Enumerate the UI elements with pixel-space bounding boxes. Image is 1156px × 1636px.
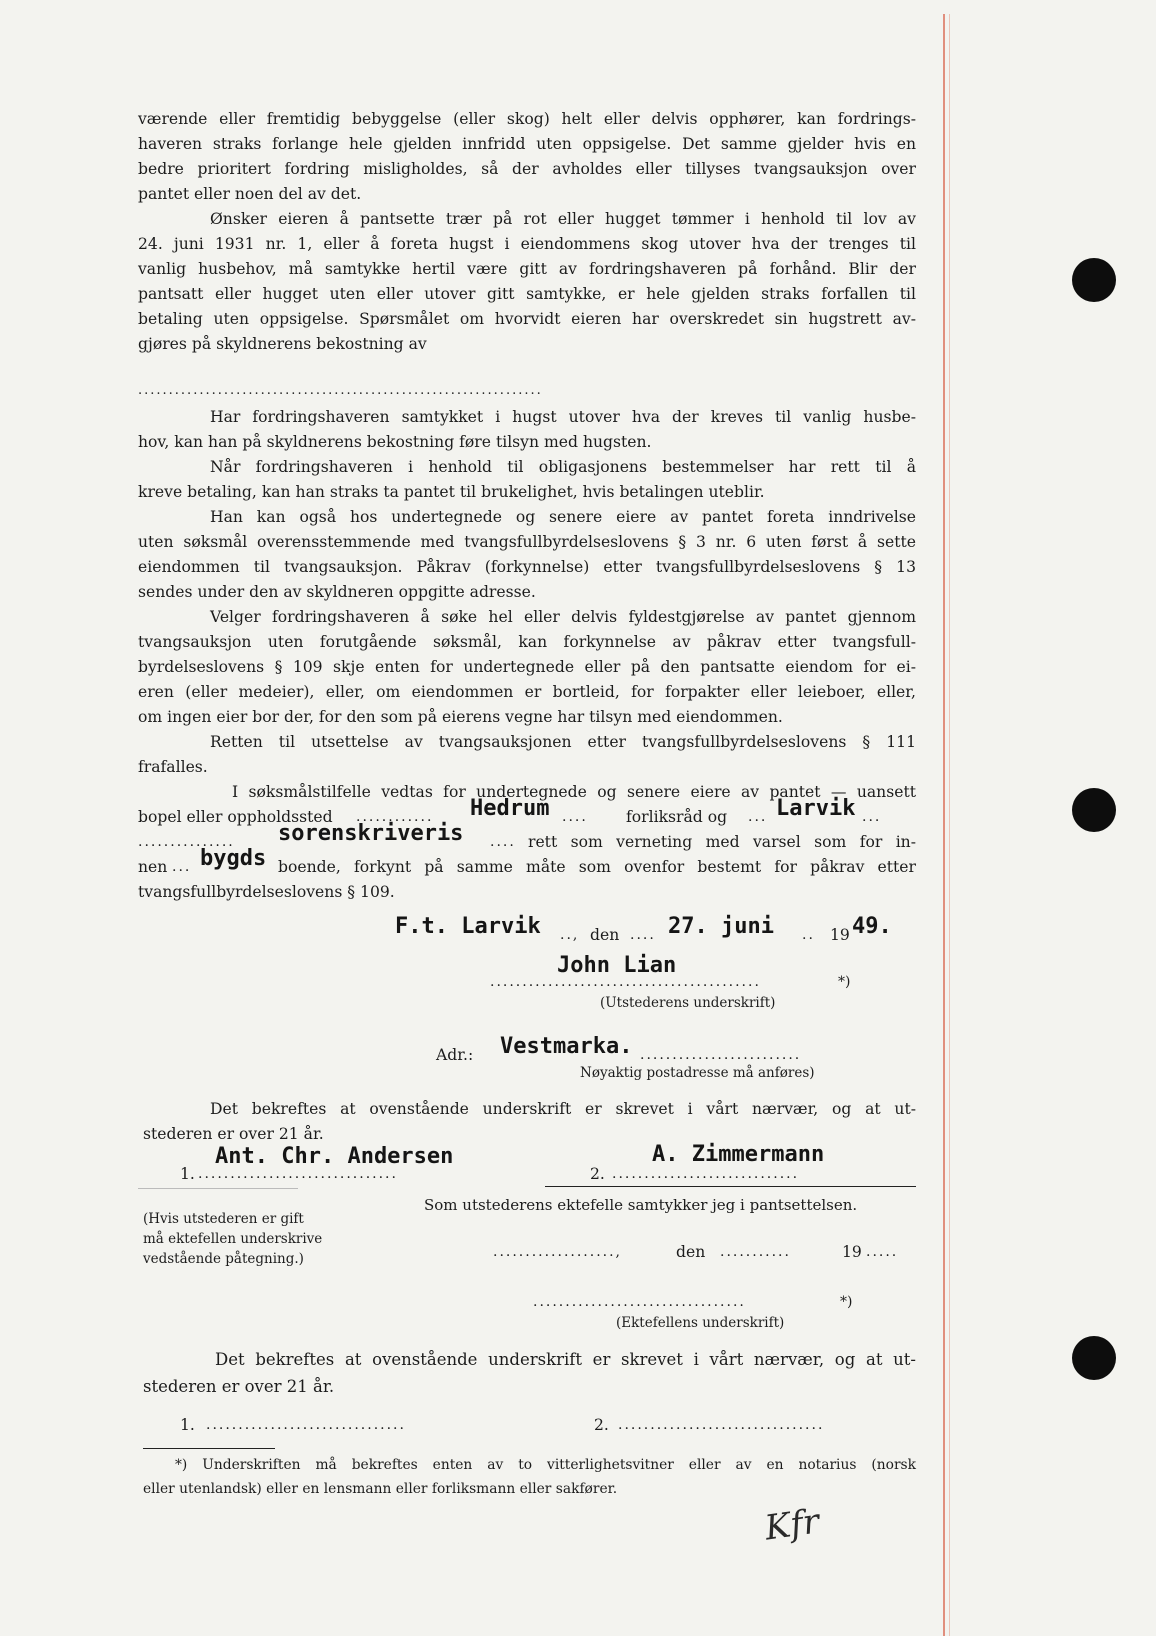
dotted-fill: ... [172,859,192,875]
signature-dotted-line: ................................. [533,1294,746,1310]
body-line: uten søksmål overensstemmende med tvangsfullbyrdelseslovens § 3 nr. 6 uten først å sette [138,533,916,551]
footnote-rule [143,1448,275,1449]
body-line: frafalles. [138,758,208,776]
dotted-fill: ............... [138,834,235,850]
address-caption: Nøyaktig postadresse må anføres) [580,1065,815,1081]
signature-dotted-line: ............................... [206,1417,406,1433]
law-reference: tvangsfullbyrdelseslovens § 109. [138,883,395,901]
typed-sorenskriveri: sorenskriveris [278,821,464,846]
dotted-fill: ... [862,809,882,825]
witness-text-1: Det bekreftes at ovenstående underskrift er skrevet i vårt nærvær, og at ut- [210,1100,916,1118]
witness-text-2: stederen er over 21 år. [143,1377,335,1396]
body-line: bedre prioritert fordring misligholdes, så der avholdes eller tillyses tvangsauksjon over [138,160,916,178]
dotted-fill: .... [562,809,588,825]
address-label: Adr.: [436,1046,474,1064]
spouse-note-line: må ektefellen underskrive [143,1231,323,1247]
rett-text: rett som verneting med varsel som for in- [528,833,916,851]
handwritten-initials: Kfr [762,1501,822,1549]
body-line: pantet eller noen del av det. [138,185,362,203]
typed-larvik: Larvik [776,796,856,821]
witness-number: 2. [590,1165,605,1183]
body-line: pantsatt eller hugget uten eller utover gitt samtykke, er hele gjelden straks forfallen til [138,285,916,303]
dotted-fill: ........... [720,1244,791,1260]
body-line: Velger fordringshaveren å søke hel eller delvis fyldestgjørelse av pantet gjennom [210,608,916,626]
body-line: 24. juni 1931 nr. 1, eller å foreta hugst i eiendommens skog utover hva der trenges til [138,235,916,253]
signature-dotted-line: ............................... [198,1166,398,1182]
spouse-consent-text: Som utstederens ektefelle samtykker jeg i pantsettelsen. [424,1196,858,1214]
nen-label: nen [138,858,168,876]
body-line: Retten til utsettelse av tvangsauksjonen etter tvangsfullbyrdelseslovens § 111 [210,733,916,751]
dotted-fill: .... [630,927,656,943]
margin-rule-inner [949,14,950,1636]
dotted-fill: .... [490,834,516,850]
witness-number: 2. [594,1416,609,1434]
body-line: byrdelseslovens § 109 skje enten for undertegnede eller på den pantsatte eiendom for ei- [138,658,916,676]
witness-number: 1. [180,1165,195,1183]
forliksrad-label: forliksråd og [626,808,728,826]
body-line: eren (eller medeier), eller, om eiendommen er bortleid, for forpakter eller leieboer, eller, [138,683,916,701]
year-prefix: 19 [842,1243,862,1261]
body-line: Han kan også hos undertegnede og senere eiere av pantet foreta inndrivelse [210,508,916,526]
body-line: Har fordringshaveren samtykket i hugst utover hva der kreves til vanlig husbe- [210,408,916,426]
dotted-fill: ......................... [640,1047,802,1063]
body-line: Ønsker eieren å pantsette trær på rot eller hugget tømmer i henhold til lov av [210,210,916,228]
body-line: Når fordringshaveren i henhold til obligasjonens bestemmelser har rett til å [210,458,916,476]
body-line: værende eller fremtidig bebyggelse (eller skog) helt eller delvis opphører, kan fordrings- [138,110,916,128]
signature-dotted-line: ................................ [618,1417,825,1433]
punch-hole [1072,788,1116,832]
dotted-fill: .., [560,927,580,943]
margin-rule [943,14,945,1636]
signature-dotted-line: .......................................... [490,974,761,990]
dotted-fill: ..... [866,1244,899,1260]
boende-text: boende, forkynt på samme måte som ovenfor bestemt for påkrav etter [278,858,916,876]
spouse-caption: (Ektefellens underskrift) [616,1315,785,1331]
dotted-fill: .. [802,927,815,943]
bopel-label: bopel eller oppholdssted [138,808,333,826]
typed-year: 49. [852,914,892,939]
punch-hole [1072,258,1116,302]
issuer-caption: (Utstederens underskrift) [600,995,776,1011]
typed-issuer-name: John Lian [557,953,677,978]
body-line: hov, kan han på skyldnerens bekostning føre tilsyn med hugsten. [138,433,652,451]
body-line: kreve betaling, kan han straks ta pantet til brukelighet, hvis betalingen uteblir. [138,483,765,501]
witness-number: 1. [180,1416,195,1434]
den-label: den [590,926,620,944]
den-label: den [676,1243,706,1261]
body-line: eiendommen til tvangsauksjon. Påkrav (forkynnelse) etter tvangsfullbyrdelseslovens § 13 [138,558,916,576]
spouse-note-line: (Hvis utstederen er gift [143,1211,304,1227]
witness-1-name: Ant. Chr. Andersen [215,1144,454,1169]
dotted-fill: ............ [356,809,434,825]
signature-dotted-line: ............................. [612,1166,800,1182]
typed-bopel: Hedrum [470,796,550,821]
body-line: tvangsauksjon uten forutgående søksmål, kan forkynnelse av påkrav etter tvangsfull- [138,633,916,651]
typed-date: 27. juni [668,914,774,939]
footnote-line: eller utenlandsk) eller en lensmann eller forliksmann eller sakfører. [143,1481,618,1497]
dotted-fill: ..................., [493,1244,623,1260]
body-line: I søksmålstilfelle vedtas for undertegnede og senere eiere av pantet — uansett [232,783,916,801]
witness-text-2: stederen er over 21 år. [143,1125,324,1143]
body-line: om ingen eier bor der, for den som på eierens vegne har tilsyn med eiendommen. [138,708,783,726]
witness-text-1: Det bekreftes at ovenstående underskrift er skrevet i vårt nærvær, og at ut- [215,1350,916,1369]
typed-place: F.t. Larvik [395,914,541,939]
punch-hole [1072,1336,1116,1380]
divider-rule [138,1188,298,1189]
body-line: sendes under den av skyldneren oppgitte adresse. [138,583,536,601]
spouse-note-line: vedstående påtegning.) [143,1251,304,1267]
typed-address: Vestmarka. [500,1034,633,1059]
body-line: gjøres på skyldnerens bekostning av [138,335,427,353]
footnote-line: *) Underskriften må bekreftes enten av to vitterlighetsvitner eller av en notarius (norsk [175,1457,916,1473]
body-line: betaling uten oppsigelse. Spørsmålet om hvorvidt eieren har overskredet sin hugstrett av- [138,310,916,328]
footnote-mark: *) [838,974,851,990]
year-prefix: 19 [830,926,850,944]
footnote-mark: *) [840,1294,853,1310]
witness-2-name: A. Zimmermann [652,1142,825,1167]
divider-rule [545,1186,916,1187]
dotted-fill: ... [748,809,768,825]
typed-bygds: bygds [200,846,267,871]
dotted-fill-line: .................................................................. [138,383,543,398]
body-line: vanlig husbehov, må samtykke hertil være gitt av fordringshaveren på forhånd. Blir der [138,260,916,278]
body-line: haveren straks forlange hele gjelden innfridd uten oppsigelse. Det samme gjelder hvis en [138,135,916,153]
